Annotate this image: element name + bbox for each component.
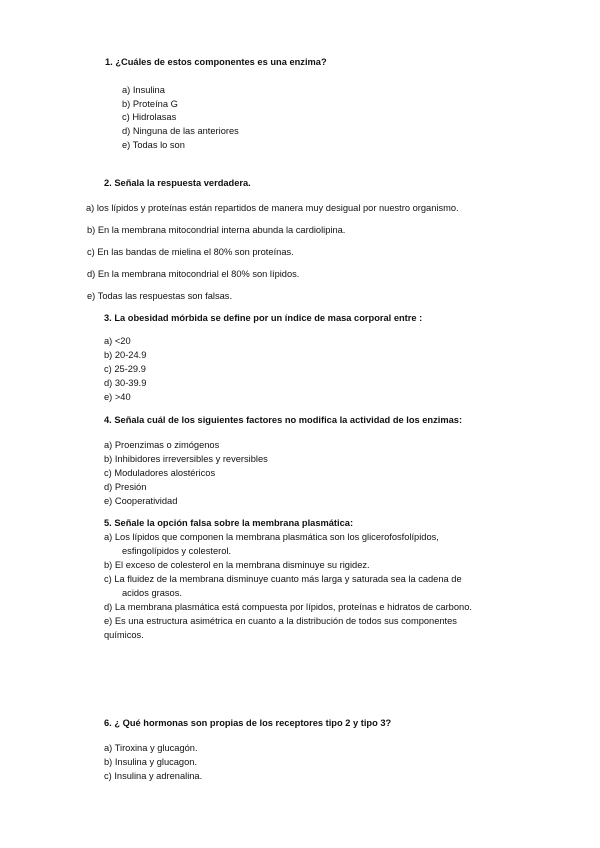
q1-option-d: d) Ninguna de las anteriores	[122, 126, 239, 136]
q4-option-e: e) Cooperatividad	[104, 496, 178, 506]
q3-option-b: b) 20-24.9	[104, 350, 147, 360]
question-3-title: 3. La obesidad mórbida se define por un índice de masa corporal entre :	[104, 313, 423, 323]
q2-option-d: d) En la membrana mitocondrial el 80% son lípidos.	[87, 269, 300, 279]
q2-option-b: b) En la membrana mitocondrial interna abunda la cardiolipina.	[87, 225, 346, 235]
q2-option-a: a) los lípidos y proteínas están repartidos de manera muy desigual por nuestro organismo.	[86, 203, 459, 213]
q4-option-b: b) Inhibidores irreversibles y reversibles	[104, 454, 268, 464]
q4-option-c: c) Moduladores alostéricos	[104, 468, 216, 478]
q5-option-d: d) La membrana plasmática está compuesta por lípidos, proteínas e hidratos de carbono.	[104, 602, 472, 612]
q1-option-a: a) Insulina	[122, 85, 165, 95]
q6-option-b: b) Insulina y glucagon.	[104, 757, 198, 767]
q5-option-c-cont: acidos grasos.	[122, 588, 182, 598]
q6-option-c: c) Insulina y adrenalina.	[104, 771, 203, 781]
q1-option-c: c) Hidrolasas	[122, 112, 177, 122]
q2-option-e: e) Todas las respuestas son falsas.	[87, 291, 233, 301]
q6-option-a: a) Tiroxina y glucagón.	[104, 743, 198, 753]
q3-option-e: e) >40	[104, 392, 131, 402]
q5-option-e: e) Es una estructura asimétrica en cuanto a la distribución de todos sus componentes	[104, 616, 457, 626]
q5-option-a: a) Los lípidos que componen la membrana plasmática son los glicerofosfolípidos,	[104, 532, 439, 542]
question-5-title: 5. Señale la opción falsa sobre la membrana plasmática:	[104, 518, 354, 528]
q3-option-a: a) <20	[104, 336, 131, 346]
q4-option-a: a) Proenzimas o zimógenos	[104, 440, 220, 450]
q3-option-c: c) 25-29.9	[104, 364, 146, 374]
q5-option-e-cont: químicos.	[104, 630, 144, 640]
q5-option-a-cont: esfingolípidos y colesterol.	[122, 546, 232, 556]
question-1-title: 1. ¿Cuáles de estos componentes es una enzima?	[105, 57, 327, 67]
q5-option-c: c) La fluidez de la membrana disminuye cuanto más larga y saturada sea la cadena de	[104, 574, 462, 584]
q4-option-d: d) Presión	[104, 482, 147, 492]
question-6-title: 6. ¿ Qué hormonas son propias de los receptores tipo 2 y tipo 3?	[104, 718, 392, 728]
q1-option-b: b) Proteína G	[122, 99, 178, 109]
q3-option-d: d) 30-39.9	[104, 378, 147, 388]
q1-option-e: e) Todas lo son	[122, 140, 185, 150]
q2-option-c: c) En las bandas de mielina el 80% son proteínas.	[87, 247, 294, 257]
q5-option-b: b) El exceso de colesterol en la membrana disminuye su rigidez.	[104, 560, 370, 570]
question-4-title: 4. Señala cuál de los siguientes factores no modifica la actividad de los enzimas:	[104, 415, 463, 425]
question-2-title: 2. Señala la respuesta verdadera.	[104, 178, 251, 188]
